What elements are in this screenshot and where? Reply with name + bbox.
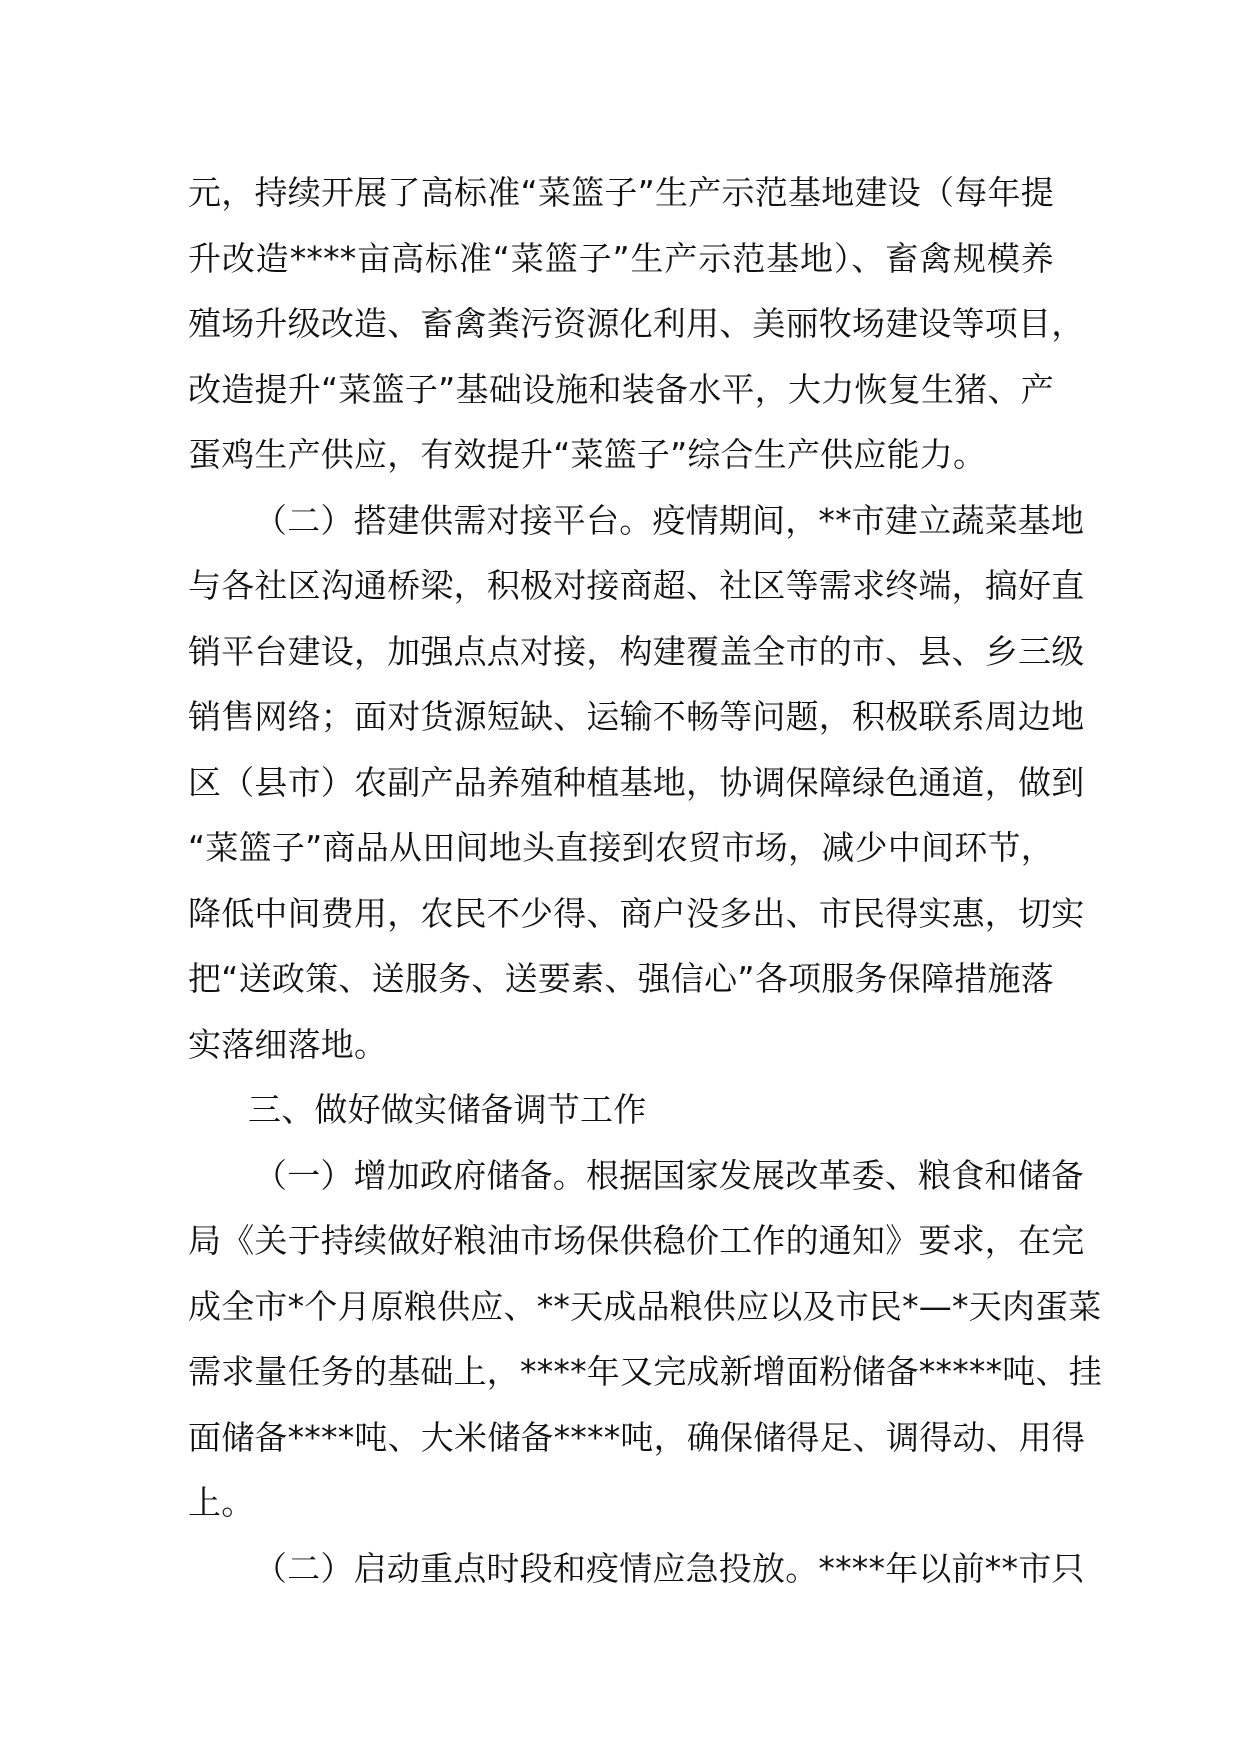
text-line: 殖场升级改造、畜禽粪污资源化利用、美丽牧场建设等项目， [188, 304, 1085, 343]
text-line: 成全市*个月原粮供应、**天成品粮供应以及市民*—*天肉蛋菜 [188, 1286, 1102, 1326]
text-line: 升改造****亩高标准“菜篮子”生产示范基地）、畜禽规模养 [188, 238, 1054, 278]
paragraph-start-line: （二）启动重点时段和疫情应急投放。****年以前**市只 [254, 1548, 1085, 1588]
text-line: 降低中间费用，农民不少得、商户没多出、市民得实惠，切实 [188, 893, 1085, 933]
text-line: “菜篮子”商品从田间地头直接到农贸市场，减少中间环节， [188, 828, 1054, 867]
body-text [188, 160, 1102, 1601]
text-line: 上。 [188, 1483, 255, 1522]
text-line: 区（县市）农副产品养殖种植基地，协调保障绿色通道，做到 [188, 762, 1085, 802]
text-line: 元，持续开展了高标准“菜篮子”生产示范基地建设（每年提 [188, 173, 1054, 212]
text-line: 蛋鸡生产供应，有效提升“菜篮子”综合生产供应能力。 [188, 435, 987, 474]
text-line: 把“送政策、送服务、送要素、强信心”各项服务保障措施落 [188, 959, 1054, 998]
text-line: 局《关于持续做好粮油市场保供稳价工作的通知》要求，在完 [188, 1221, 1085, 1260]
paragraph-start-line: （一）增加政府储备。根据国家发展改革委、粮食和储备 [254, 1155, 1084, 1195]
text-line: 面储备****吨、大米储备****吨，确保储得足、调得动、用得 [188, 1417, 1086, 1457]
text-line: 销平台建设，加强点点对接，构建覆盖全市的市、县、乡三级 [188, 631, 1085, 671]
paragraph-start-line: （二）搭建供需对接平台。疫情期间，**市建立蔬菜基地 [254, 500, 1085, 540]
text-line: 与各社区沟通桥梁，积极对接商超、社区等需求终端，搞好直 [188, 566, 1085, 605]
text-line: 销售网络；面对货源短缺、运输不畅等问题，积极联系周边地 [188, 697, 1085, 736]
section-heading: 三、做好做实储备调节工作 [248, 1090, 647, 1129]
text-line: 需求量任务的基础上，****年又完成新增面粉储备*****吨、挂 [188, 1352, 1102, 1391]
text-line: 实落细落地。 [188, 1024, 388, 1064]
text-line: 改造提升“菜篮子”基础设施和装备水平，大力恢复生猪、产 [188, 369, 1054, 409]
